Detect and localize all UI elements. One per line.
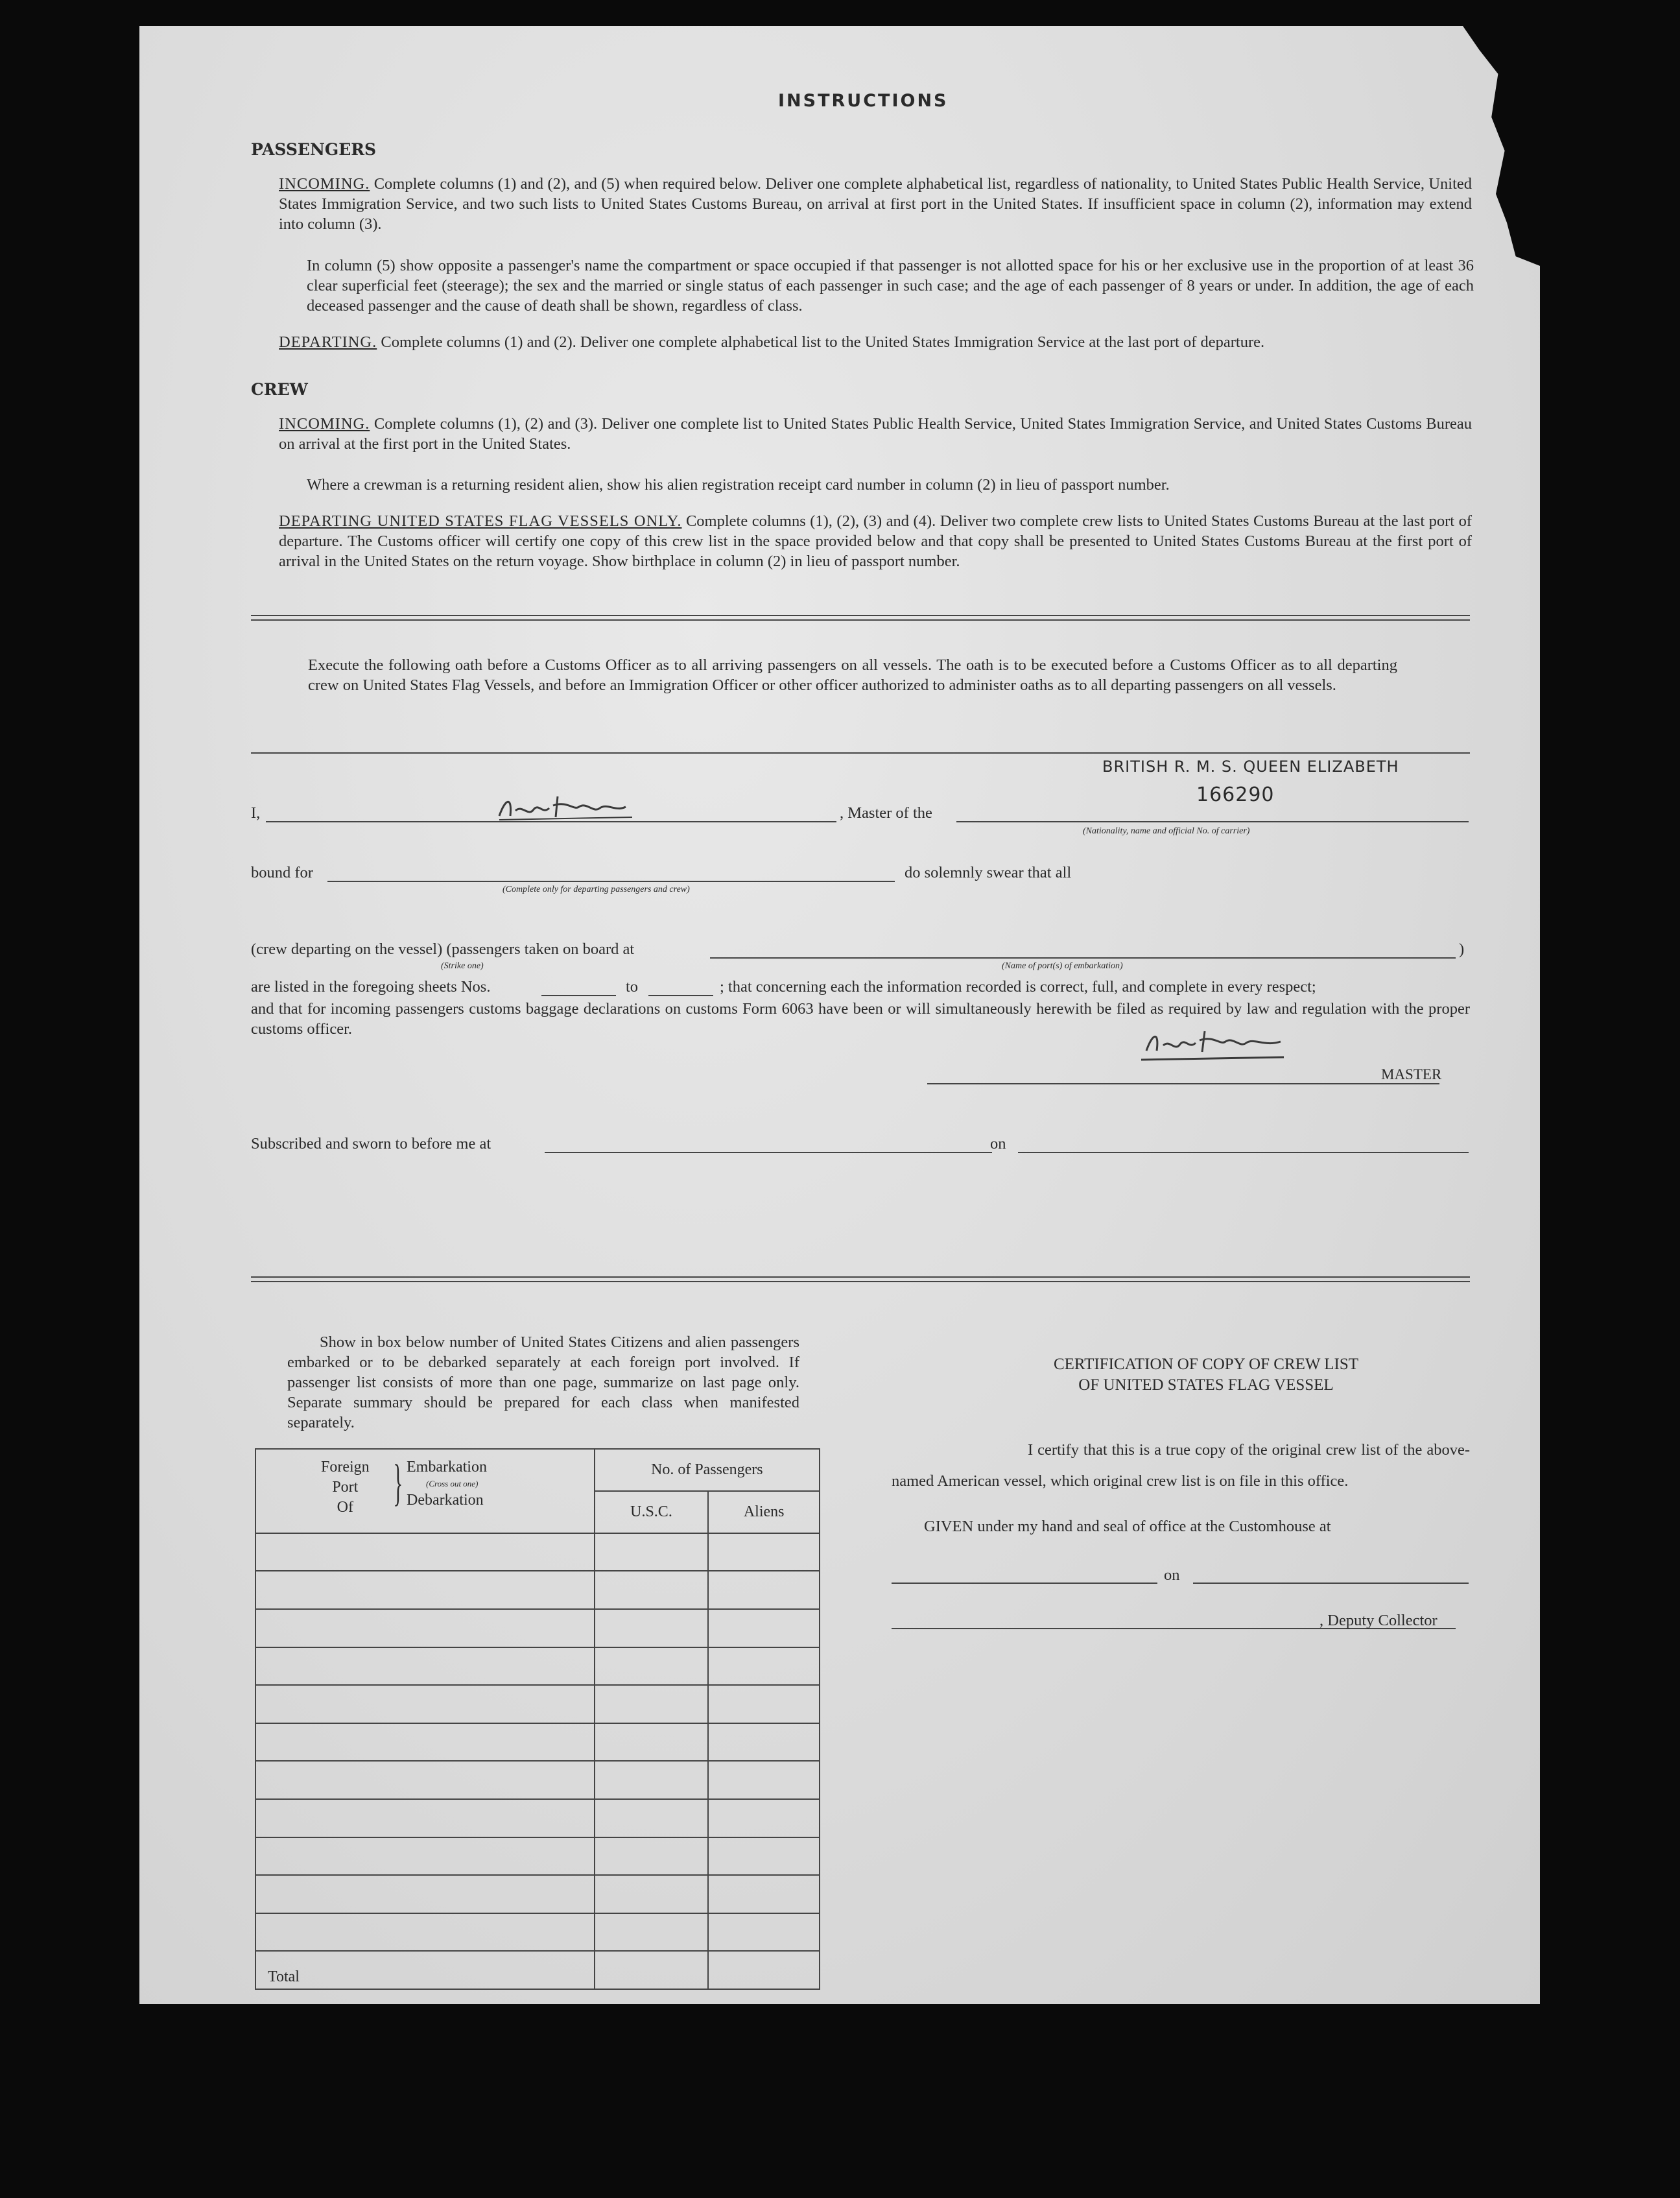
table-row-port[interactable] [255,1761,595,1799]
strike-one-caption: (Strike one) [441,961,484,971]
sworn-at-field[interactable] [545,1152,992,1153]
master-signature-field[interactable] [927,1083,1439,1084]
table-row-aliens[interactable] [708,1609,820,1647]
signature-scrawl-icon [496,791,639,824]
sworn-on-label: on [990,1135,1006,1153]
table-row-aliens[interactable] [708,1799,820,1837]
embarkation-label-group [407,1457,487,1511]
master-of-label: , Master of the [840,804,932,822]
aliens-header: Aliens [708,1491,820,1533]
brace-icon: } [393,1454,403,1511]
subscribed-text: Subscribed and sworn to before me at [251,1135,491,1153]
oath-i-label: I, [251,804,261,822]
usc-header: U.S.C. [595,1491,709,1533]
crew-heading: CREW [251,380,308,399]
deputy-collector-label: , Deputy Collector [1319,1612,1437,1629]
master-label: MASTER [1381,1066,1442,1082]
total-label-cell [255,1951,595,1989]
listed-sheets-text: are listed in the foregoing sheets Nos. [251,978,491,996]
certification-heading-2: OF UNITED STATES FLAG VESSEL [1078,1376,1334,1394]
listed-correct-text: ; that concerning each the information recorded is correct, full, and complete in every respect; [720,978,1316,996]
table-row-usc[interactable] [595,1761,709,1799]
certification-date-field[interactable] [1193,1583,1469,1584]
ports-caption: (Name of port(s) of embarkation) [1002,961,1123,971]
passengers-departing-label: DEPARTING. [279,333,377,351]
table-row-usc[interactable] [595,1837,709,1876]
bound-for-field[interactable] [327,881,895,882]
table-row-aliens[interactable] [708,1685,820,1723]
table-row-port[interactable] [255,1533,595,1571]
section-divider-1 [251,615,1470,621]
table-row-usc[interactable] [595,1875,709,1913]
table-row-port[interactable] [255,1609,595,1647]
signature-scrawl-icon [1141,1025,1290,1064]
passengers-departing-paragraph [279,332,1472,352]
passengers-incoming-text: Complete columns (1) and (2), and (5) when required below. Deliver one complete alphabetical list, regardless of nationality, to United States Public Health Service, United States Immigration Service, and two such lists to United States Customs Bureau, on arrival at first port in the United States. If insufficient space in column (2), information may extend into column (3). [279,175,1473,233]
passengers-heading: PASSENGERS [251,140,377,159]
vessel-name-stamp: BRITISH R. M. S. QUEEN ELIZABETH [1102,758,1399,776]
total-aliens-cell[interactable] [708,1951,820,1989]
ports-of-embarkation-field[interactable] [710,957,1456,959]
bound-for-label: bound for [251,864,313,881]
table-row-port[interactable] [255,1875,595,1913]
table-row-usc[interactable] [595,1723,709,1762]
crew-incoming-label: INCOMING. [279,415,370,433]
table-row-usc[interactable] [595,1685,709,1723]
of-label: Of [337,1499,353,1516]
master-signature-upper [496,791,639,829]
crew-flag-text: Complete columns (1), (2), (3) and (4). Deliver two complete crew lists to United States Customs Bureau at the last port of departure. The Customs officer will certify one copy of this crew list in the space provided below and that copy shall be presented to United States Customs Bureau at the first port of arrival in the United States on the return voyage. Show birthplace in column (2) in lieu of passport number. [279,512,1472,570]
instructions-page [139,26,1540,2004]
bound-for-caption: (Complete only for departing passengers and crew) [503,885,690,894]
table-row-aliens[interactable] [708,1837,820,1876]
passengers-incoming-label: INCOMING. [279,175,370,193]
table-row-aliens[interactable] [708,1761,820,1799]
vessel-field[interactable] [956,821,1469,822]
passengers-departing-text: Complete columns (1) and (2). Deliver one complete alphabetical list to the United States Immigration Service at the last port of departure. [381,333,1265,351]
table-row-aliens[interactable] [708,1571,820,1609]
given-text: GIVEN under my hand and seal of office at the Customhouse at [924,1518,1331,1535]
section-divider-3 [251,1276,1470,1282]
crew-resident-paragraph: Where a crewman is a returning resident alien, show his alien registration receipt card number in column (2) in lieu of passport number. [307,476,1170,494]
certification-text: I certify that this is a true copy of the original crew list of the above-named American vessel, which original crew list is on file in this office. [892,1441,1470,1490]
page-title: INSTRUCTIONS [778,91,949,111]
table-row-aliens[interactable] [708,1647,820,1686]
passengers-incoming-paragraph [279,174,1472,234]
table-row-aliens[interactable] [708,1533,820,1571]
table-row-aliens[interactable] [708,1723,820,1762]
no-passengers-header: No. of Passengers [595,1449,820,1491]
crew-incoming-text: Complete columns (1), (2) and (3). Deliver one complete list to United States Public Health Service, United States Immigration Service, and United States Customs Bureau on arrival at the first port in the United States. [279,415,1473,453]
debarkation-label: Debarkation [407,1492,484,1509]
close-paren: ) [1459,940,1465,958]
table-row-usc[interactable] [595,1609,709,1647]
table-row-usc[interactable] [595,1571,709,1609]
passengers-column5-paragraph: In column (5) show opposite a passenger's name the compartment or space occupied if that passenger is not allotted space for his or her exclusive use in the proportion of at least 36 clear superficial feet (steerage); the sex and the married or single status of each passenger in such case; and the age of each passenger of 8 years or under. In addition, the age of each deceased passenger and the cause of death shall be shown, regardless of class. [307,257,1474,315]
table-row-usc[interactable] [595,1647,709,1686]
cross-out-caption: (Cross out one) [426,1479,479,1488]
certification-on-label: on [1164,1566,1180,1584]
foreign-label: Foreign [321,1459,370,1475]
section-divider-2 [251,752,1470,754]
port-header-cell [255,1449,595,1533]
nationality-caption: (Nationality, name and official No. of carrier) [1083,826,1250,836]
customhouse-field[interactable] [892,1583,1157,1584]
passenger-summary-table [255,1448,820,1990]
crew-incoming-paragraph [279,414,1472,454]
total-usc-cell[interactable] [595,1951,709,1989]
sheet-to-field[interactable] [648,995,713,996]
total-label: Total [268,1968,300,1985]
embarkation-label: Embarkation [407,1459,487,1475]
port-label: Port [332,1479,359,1496]
summary-instructions: Show in box below number of United States Citizens and alien passengers embarked or to be debarked separately at each foreign port involved. If passenger list consists of more than one page, summarize on last page only. Separate summary should be prepared for each class when manifested separately. [287,1333,799,1431]
customs-declaration-text: and that for incoming passengers customs baggage declarations on customs Form 6063 have been or will simultaneously herewith be filed as required by law and regulation with the proper customs officer. [251,1000,1470,1038]
table-row-port[interactable] [255,1837,595,1876]
table-row-usc[interactable] [595,1799,709,1837]
port-label-group [321,1457,370,1518]
crew-flag-label: DEPARTING UNITED STATES FLAG VESSELS ONLY. [279,512,682,530]
table-row-port[interactable] [255,1685,595,1723]
official-number-stamp: 166290 [1196,783,1275,806]
to-word: to [626,978,639,996]
oath-intro-paragraph: Execute the following oath before a Customs Officer as to all arriving passengers on all vessels. The oath is to be executed before a Customs Officer as to all departing crew on United States Flag Vessels, and before an Immigration Officer or other officer authorized to administer oaths as to all departing passengers on all vessels. [308,656,1397,694]
crew-departing-text: (crew departing on the vessel) (passengers taken on board at [251,940,635,958]
master-signature-lower [1141,1025,1290,1069]
table-row-port[interactable] [255,1723,595,1762]
sworn-date-field[interactable] [1018,1152,1469,1153]
table-row-usc[interactable] [595,1533,709,1571]
solemnly-swear-text: do solemnly swear that all [905,864,1072,881]
table-row-port[interactable] [255,1571,595,1609]
crew-flag-paragraph [279,511,1472,571]
sheet-from-field[interactable] [541,995,616,996]
table-row-usc[interactable] [595,1913,709,1952]
table-row-port[interactable] [255,1647,595,1686]
table-row-aliens[interactable] [708,1875,820,1913]
table-row-aliens[interactable] [708,1913,820,1952]
certification-heading-1: CERTIFICATION OF COPY OF CREW LIST [1053,1356,1359,1373]
table-row-port[interactable] [255,1913,595,1952]
table-row-port[interactable] [255,1799,595,1837]
